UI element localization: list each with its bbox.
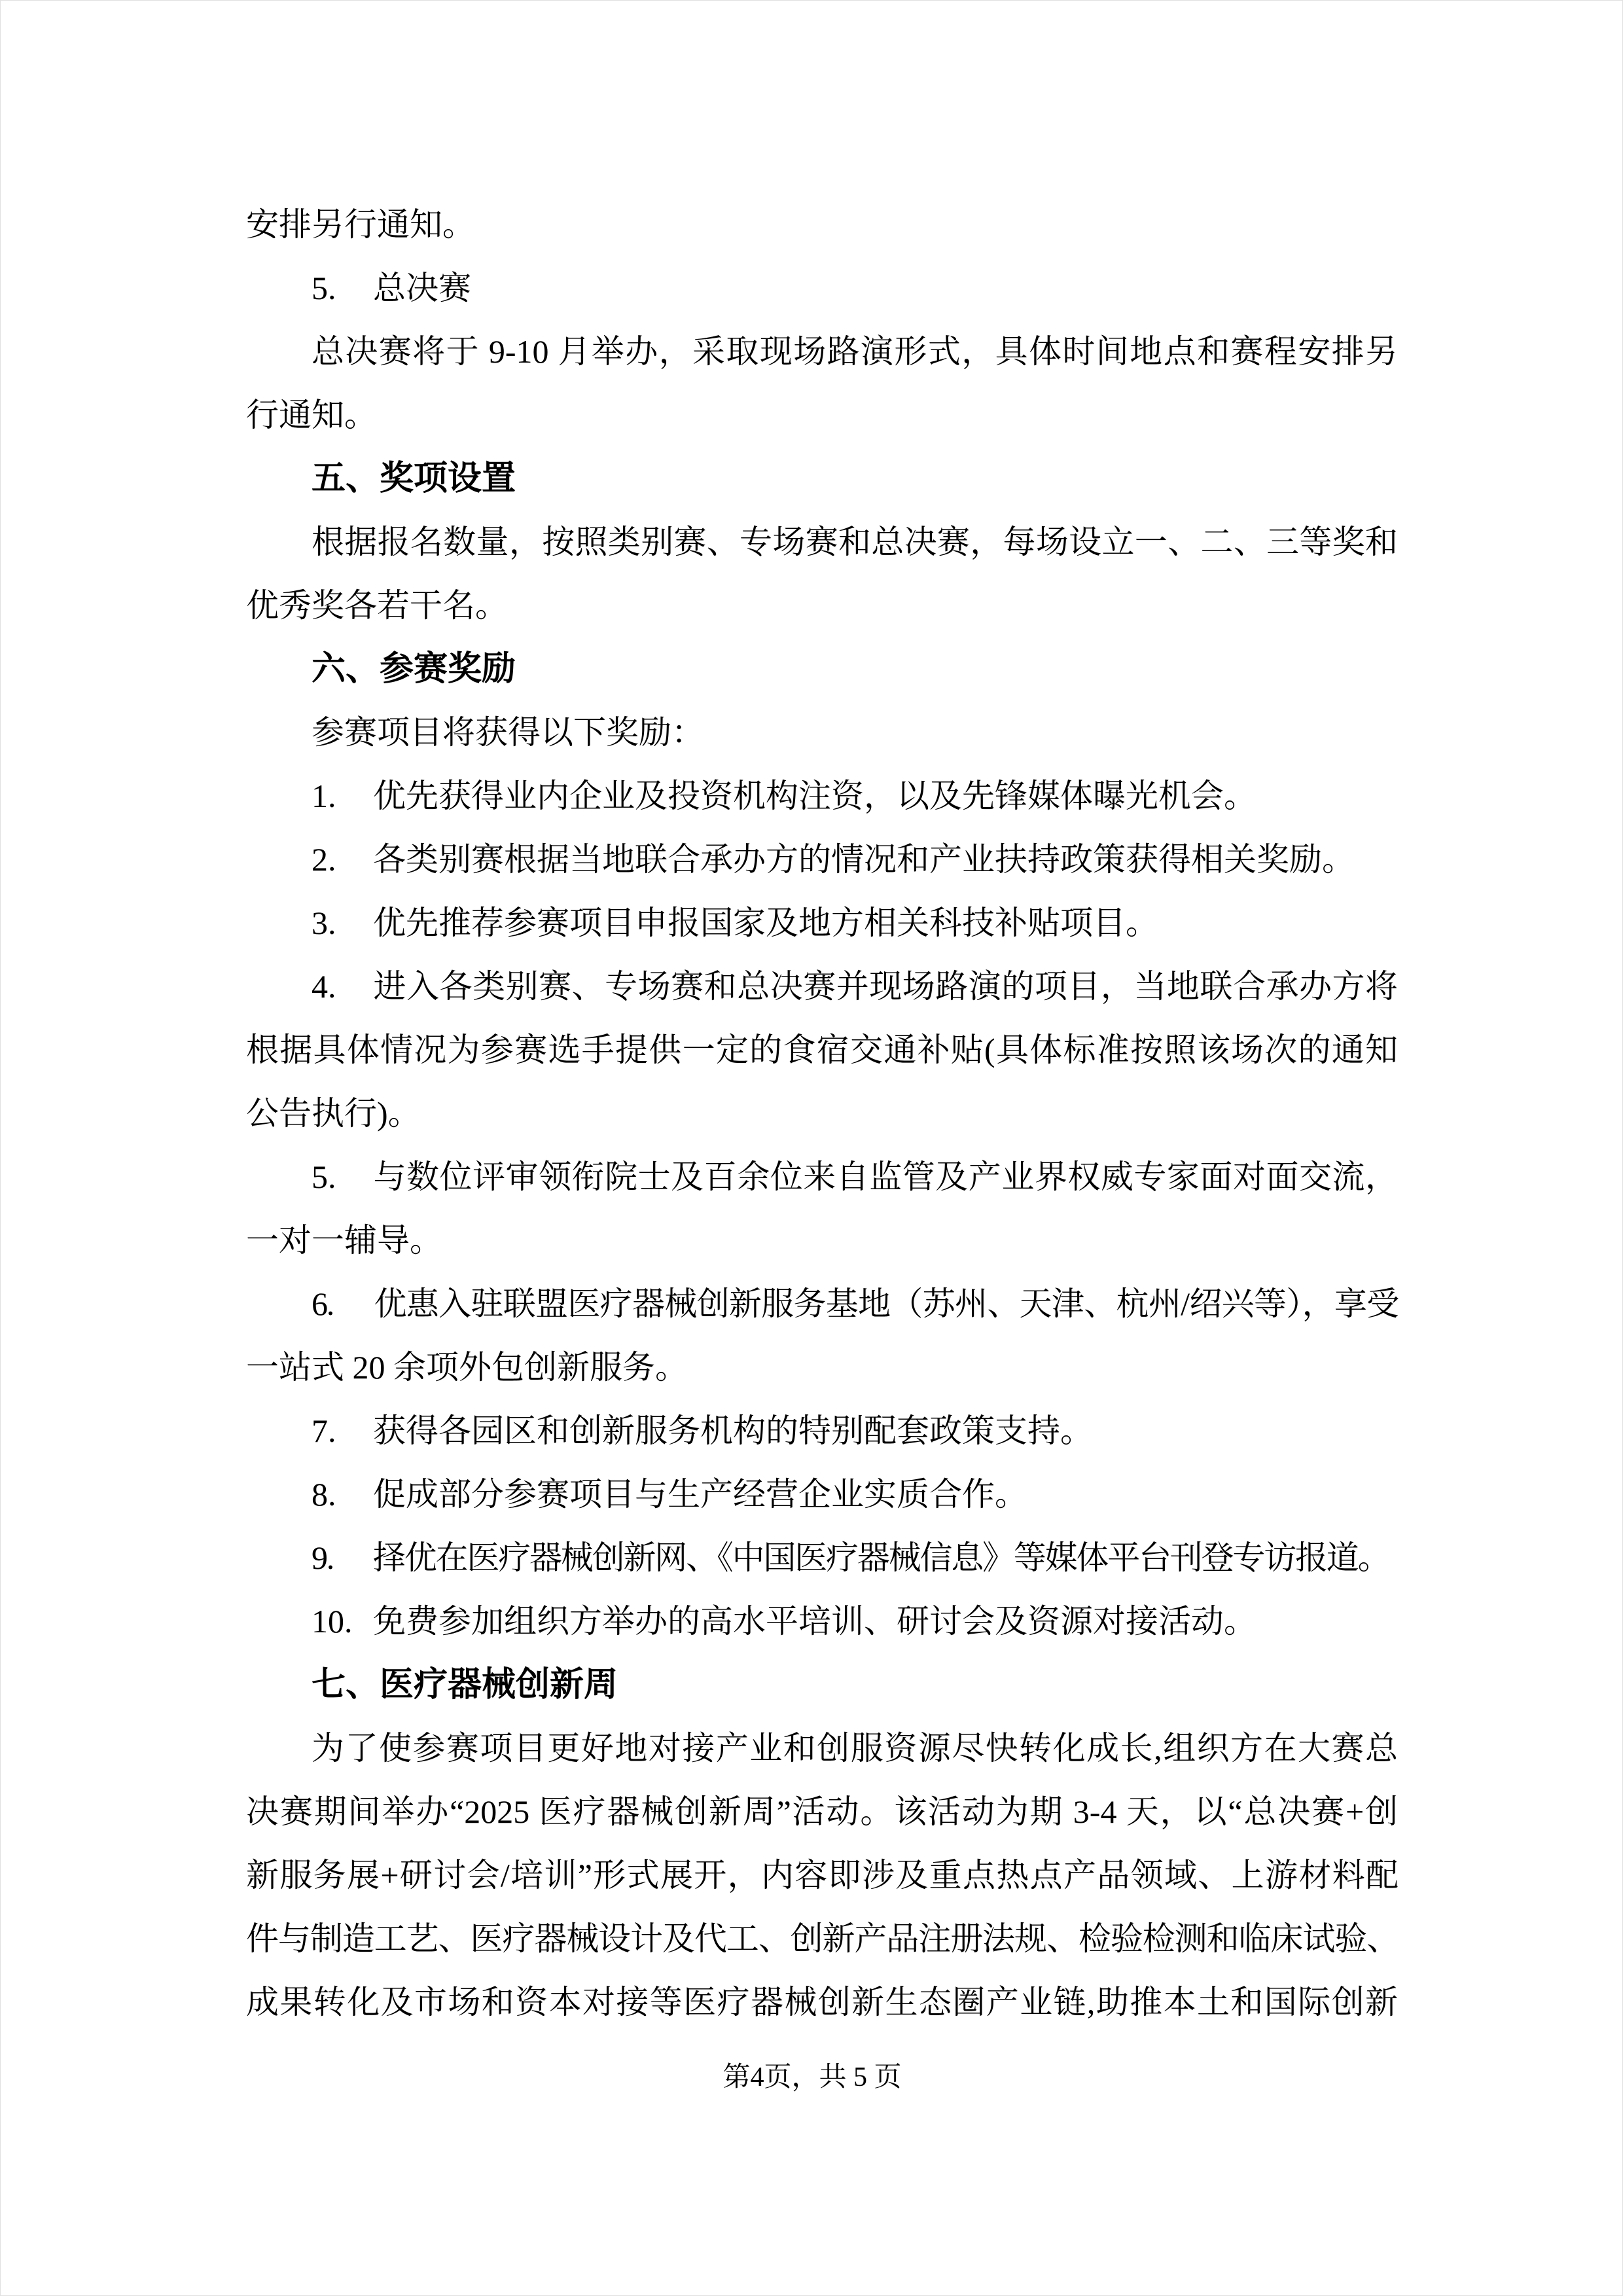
list-item	[246, 1272, 1398, 1336]
list-item-text: 择优在医疗器械创新网、《中国医疗器械信息》等媒体平台刊登专访报道。	[373, 1539, 1389, 1576]
list-item	[246, 1399, 1398, 1463]
list-item-text: 总决赛	[373, 270, 471, 306]
list-item	[246, 1526, 1398, 1590]
section-heading: 七、医疗器械创新周	[312, 1666, 618, 1704]
paragraph-line: 一对一辅导。	[246, 1222, 442, 1259]
paragraph-line: 决赛期间举办“2025 医疗器械创新周”活动。该活动为期 3-4 天，以“总决赛+创	[246, 1793, 1398, 1830]
list-item	[246, 1590, 1398, 1653]
paragraph-line: 新服务展+研讨会/培训”形式展开，内容即涉及重点热点产品领域、上游材料配	[246, 1857, 1398, 1893]
list-item-text: 优先推荐参赛项目申报国家及地方相关科技补贴项目。	[373, 905, 1158, 941]
paragraph-line: 行通知。	[246, 397, 377, 433]
list-item	[246, 955, 1398, 1018]
list-item-text: 优惠入驻联盟医疗器械创新服务基地（苏州、天津、杭州/绍兴等），享受	[373, 1285, 1398, 1322]
list-number: 2.	[312, 841, 336, 878]
page-footer	[1, 2048, 1623, 2107]
paragraph-line: 一站式 20 余项外包创新服务。	[246, 1349, 688, 1386]
list-item-text: 进入各类别赛、专场赛和总决赛并现场路演的项目，当地联合承办方将	[373, 968, 1398, 1005]
paragraph-line: 优秀奖各若干名。	[246, 587, 508, 624]
list-number: 5.	[312, 1158, 336, 1195]
list-item-text: 促成部分参赛项目与生产经营企业实质合作。	[373, 1476, 1027, 1513]
page-number-label: 第4页，共 5 页	[722, 2062, 902, 2092]
list-number: 8.	[312, 1476, 336, 1513]
paragraph-line: 总决赛将于 9-10 月举办，采取现场路演形式，具体时间地点和赛程安排另	[312, 333, 1398, 370]
section-heading: 六、参赛奖励	[312, 650, 516, 688]
list-item	[246, 764, 1398, 828]
paragraph-line: 公告执行)。	[246, 1095, 421, 1132]
list-number: 7.	[312, 1412, 336, 1449]
list-number: 5.	[312, 270, 336, 306]
document-body	[246, 193, 1398, 2034]
list-item	[246, 1145, 1398, 1209]
paragraph-line: 根据具体情况为参赛选手提供一定的食宿交通补贴(具体标准按照该场次的通知	[246, 1031, 1398, 1068]
list-item	[246, 257, 1398, 320]
list-item-text: 免费参加组织方举办的高水平培训、研讨会及资源对接活动。	[373, 1603, 1257, 1640]
paragraph-line: 件与制造工艺、医疗器械设计及代工、创新产品注册法规、检验检测和临床试验、	[246, 1920, 1398, 1957]
paragraph-line: 根据报名数量，按照类别赛、专场赛和总决赛，每场设立一、二、三等奖和	[312, 524, 1398, 560]
list-number: 4.	[312, 968, 336, 1005]
list-item	[246, 891, 1398, 955]
list-item-text: 与数位评审领衔院士及百余位来自监管及产业界权威专家面对面交流，	[373, 1158, 1398, 1195]
list-number: 10.	[312, 1603, 353, 1640]
paragraph-line: 为了使参赛项目更好地对接产业和创服资源尽快转化成长,组织方在大赛总	[312, 1730, 1398, 1767]
paragraph-line: 参赛项目将获得以下奖励：	[312, 714, 704, 751]
list-number: 1.	[312, 778, 336, 814]
list-item	[246, 828, 1398, 891]
paragraph-line: 成果转化及市场和资本对接等医疗器械创新生态圈产业链,助推本土和国际创新	[246, 1984, 1398, 2020]
section-heading: 五、奖项设置	[312, 459, 516, 497]
paragraph-line: 安排另行通知。	[246, 206, 475, 243]
list-item-text: 优先获得业内企业及投资机构注资，以及先锋媒体曝光机会。	[373, 778, 1257, 814]
list-number: 3.	[312, 905, 336, 941]
list-number: 9.	[312, 1539, 334, 1576]
list-number: 6.	[312, 1285, 334, 1322]
list-item	[246, 1463, 1398, 1526]
list-item-text: 获得各园区和创新服务机构的特别配套政策支持。	[373, 1412, 1093, 1449]
list-item-text: 各类别赛根据当地联合承办方的情况和产业扶持政策获得相关奖励。	[373, 841, 1355, 878]
